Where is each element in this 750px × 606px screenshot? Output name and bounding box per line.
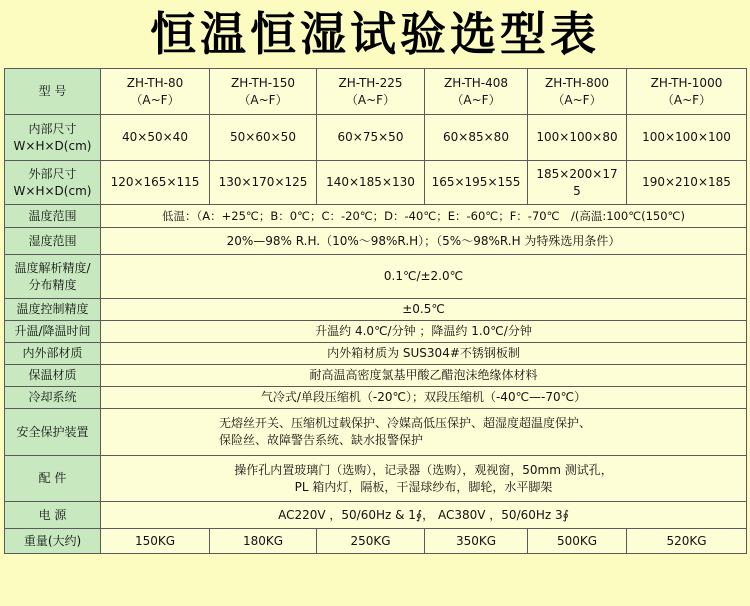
accessories-value — [101, 456, 747, 502]
row-label-inner-size: 内部尺寸 W×H×D(cm) — [5, 115, 101, 161]
power-value: AC220V ，50/60Hz & 1∮， AC380V ，50/60Hz 3∮ — [101, 502, 747, 529]
model-cell — [101, 69, 210, 115]
accessories-line: 操作孔内置玻璃门（选购），记录器（选购），观视窗，50mm 测试孔， — [234, 462, 613, 477]
model-range: （A~F） — [451, 92, 501, 107]
table-row-temp-range — [5, 205, 747, 228]
row-label-temp-range: 温度范围 — [5, 205, 101, 228]
table-row-humidity-range — [5, 228, 747, 255]
model-name: ZH-TH-800 — [544, 75, 610, 90]
weight-cell: 520KG — [627, 529, 747, 554]
table-row-ramp-time — [5, 321, 747, 343]
weight-cell: 250KG — [317, 529, 425, 554]
row-label-control-precision: 温度控制精度 — [5, 299, 101, 321]
cooling-value: 气冷式/单段压缩机（-20℃）；双段压缩机（-40℃—-70℃） — [101, 387, 747, 409]
safety-value — [101, 409, 747, 456]
table-row-control-precision — [5, 299, 747, 321]
model-cell — [210, 69, 317, 115]
weight-cell: 180KG — [210, 529, 317, 554]
model-range: （A~F） — [345, 92, 396, 107]
row-label-insulation: 保温材质 — [5, 365, 101, 387]
model-name: ZH-TH-225 — [338, 75, 403, 90]
temp-range-value: 低温：（A：+25℃；B：0℃；C：-20℃；D：-40℃；E：-60℃；F：-70℃ /(高温:100℃(150℃) — [101, 205, 747, 228]
row-label-resolution: 温度解析精度/ 分布精度 — [5, 255, 101, 299]
material-value: 内外箱材质为 SUS304#不锈钢板制 — [101, 343, 747, 365]
table-row-material — [5, 343, 747, 365]
inner-size-cell: 40×50×40 — [101, 115, 210, 161]
table-row-safety — [5, 409, 747, 456]
table-row-cooling — [5, 387, 747, 409]
model-name: ZH-TH-408 — [443, 75, 509, 90]
model-cell — [425, 69, 528, 115]
accessories-line: PL 箱内灯，隔板，干湿球纱布，脚轮，水平脚架 — [294, 479, 553, 494]
model-name: ZH-TH-1000 — [650, 75, 723, 90]
model-range: （A~F） — [661, 92, 712, 107]
safety-line: 无熔丝开关、压缩机过载保护、冷媒高低压保护、超湿度超温度保护、 — [219, 416, 592, 430]
table-row-resolution — [5, 255, 747, 299]
model-cell — [627, 69, 747, 115]
inner-size-cell: 100×100×80 — [528, 115, 627, 161]
row-label-model: 型 号 — [5, 69, 101, 115]
model-cell — [317, 69, 425, 115]
inner-size-cell: 100×100×100 — [627, 115, 747, 161]
row-label-safety: 安全保护装置 — [5, 409, 101, 456]
outer-size-cell: 140×185×130 — [317, 161, 425, 205]
ramp-time-value: 升温约 4.0℃/分钟 ；降温约 1.0℃/分钟 — [101, 321, 747, 343]
inner-size-cell: 60×85×80 — [425, 115, 528, 161]
table-row-inner-size — [5, 115, 747, 161]
row-label-humidity-range: 湿度范围 — [5, 228, 101, 255]
weight-cell: 350KG — [425, 529, 528, 554]
model-cell — [528, 69, 627, 115]
model-range: （A~F） — [130, 92, 180, 107]
outer-size-cell: 120×165×115 — [101, 161, 210, 205]
table-row-outer-size — [5, 161, 747, 205]
row-label-accessories: 配 件 — [5, 456, 101, 502]
inner-size-cell: 50×60×50 — [210, 115, 317, 161]
weight-cell: 500KG — [528, 529, 627, 554]
resolution-value: 0.1℃/±2.0℃ — [101, 255, 747, 299]
outer-size-cell: 185×200×175 — [528, 161, 627, 205]
insulation-value: 耐高温高密度氯基甲酸乙醋泡沫绝缘体材料 — [101, 365, 747, 387]
table-row-power — [5, 502, 747, 529]
control-precision-value: ±0.5℃ — [101, 299, 747, 321]
outer-size-cell: 130×170×125 — [210, 161, 317, 205]
model-name: ZH-TH-80 — [126, 75, 184, 90]
table-row-insulation — [5, 365, 747, 387]
row-label-outer-size: 外部尺寸 W×H×D(cm) — [5, 161, 101, 205]
model-range: （A~F） — [552, 92, 602, 107]
row-label-ramp-time: 升温/降温时间 — [5, 321, 101, 343]
row-label-cooling: 冷却系统 — [5, 387, 101, 409]
model-name: ZH-TH-150 — [230, 75, 296, 90]
safety-line: 保险丝、故障警告系统、缺水报警保护 — [219, 433, 424, 447]
table-row-model — [5, 69, 747, 115]
page-title: 恒温恒湿试验选型表 — [150, 7, 600, 61]
row-label-material: 内外部材质 — [5, 343, 101, 365]
table-row-weight — [5, 529, 747, 554]
row-label-weight: 重量(大约) — [5, 529, 101, 554]
humidity-range-value: 20%—98% R.H.（10%～98%R.H）；（5%～98%R.H 为特殊选用条件） — [101, 228, 747, 255]
inner-size-cell: 60×75×50 — [317, 115, 425, 161]
table-row-accessories — [5, 456, 747, 502]
outer-size-cell: 190×210×185 — [627, 161, 747, 205]
weight-cell: 150KG — [101, 529, 210, 554]
row-label-power: 电 源 — [5, 502, 101, 529]
spec-table — [4, 68, 747, 554]
outer-size-cell: 165×195×155 — [425, 161, 528, 205]
model-range: （A~F） — [238, 92, 288, 107]
